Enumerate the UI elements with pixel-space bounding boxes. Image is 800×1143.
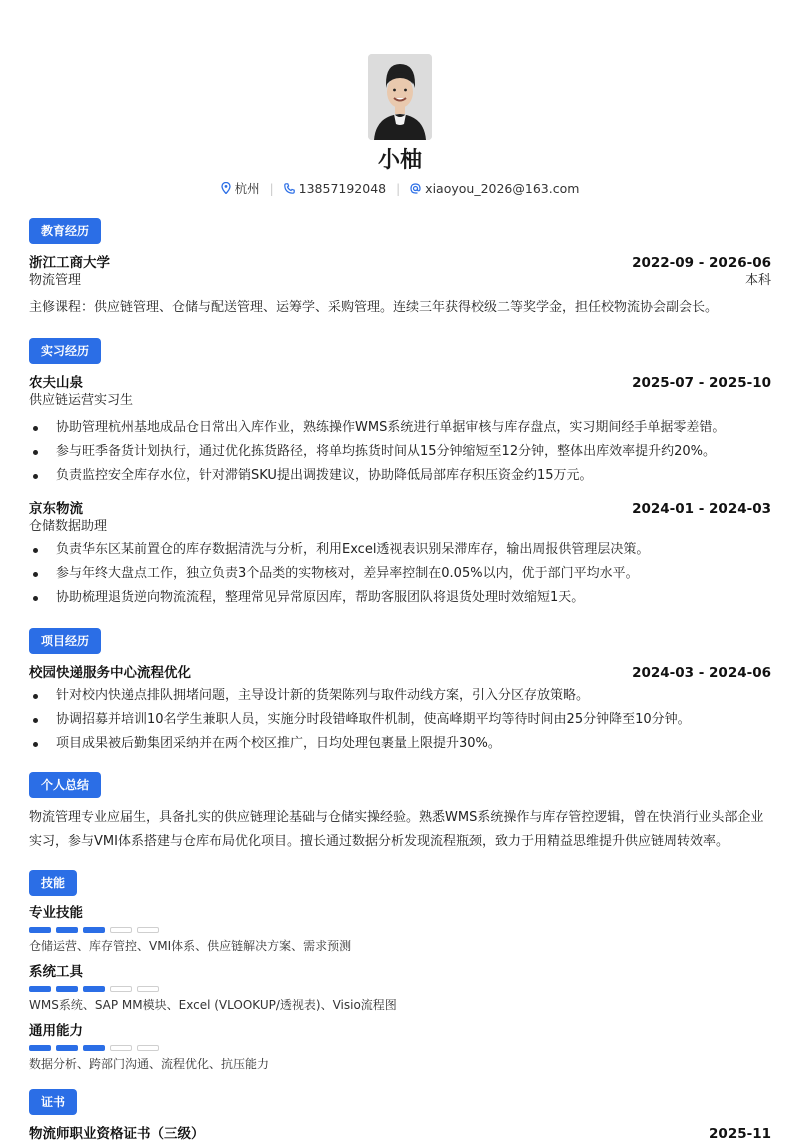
internship-bullets <box>29 416 771 488</box>
skill-level-segment-filled <box>56 1045 78 1051</box>
bullet-item: 参与年终大盘点工作，独立负责3个品类的实物核对，差异率控制在0.05%以内，优于部门平均水平。 <box>29 562 771 586</box>
email-text[interactable]: xiaoyou_2026@163.com <box>425 181 580 196</box>
skill-level-segment-filled <box>29 986 51 992</box>
skill-level-segment-empty <box>110 1045 132 1051</box>
internship-entry <box>29 374 771 488</box>
avatar <box>368 54 432 140</box>
certificate-name: 物流师职业资格证书（三级） <box>29 1126 205 1142</box>
skill-level-segment-empty <box>110 986 132 992</box>
project-date: 2024-03 - 2024-06 <box>632 665 771 681</box>
skill-block <box>29 904 771 955</box>
skill-block <box>29 963 771 1014</box>
degree-text: 本科 <box>744 273 771 288</box>
school-name: 浙江工商大学 <box>29 255 110 271</box>
skill-level-segment-filled <box>56 986 78 992</box>
skill-level-segment-empty <box>137 927 159 933</box>
skill-level-segment-filled <box>83 927 105 933</box>
section-badge-summary: 个人总结 <box>29 772 101 798</box>
phone-text[interactable]: 13857192048 <box>298 181 387 196</box>
skill-block <box>29 1022 771 1073</box>
bullet-item: 负责华东区某前置仓的库存数据清洗与分析，利用Excel透视表识别呆滞库存，输出周报供管理层决策。 <box>29 538 771 562</box>
education-description: 主修课程：供应链管理、仓储与配送管理、运筹学、采购管理。连续三年获得校级二等奖学金，担任校物流协会副会长。 <box>29 300 719 315</box>
skill-level-bar <box>29 1045 771 1051</box>
avatar-photo <box>368 54 432 140</box>
internship-date: 2025-07 - 2025-10 <box>632 375 771 391</box>
project-bullets <box>29 684 771 756</box>
skill-level-segment-filled <box>29 927 51 933</box>
section-internships <box>29 338 771 610</box>
section-badge-education: 教育经历 <box>29 218 101 244</box>
certificate-entry <box>29 1125 771 1143</box>
role-title: 供应链运营实习生 <box>29 393 134 408</box>
skill-description: 仓储运营、库存管控、VMI体系、供应链解决方案、需求预测 <box>29 939 352 953</box>
bullet-item: 协助管理杭州基地成品仓日常出入库作业，熟练操作WMS系统进行单据审核与库存盘点，实习期间经手单据零差错。 <box>29 416 771 440</box>
section-skills <box>29 870 771 1073</box>
section-projects <box>29 628 771 756</box>
summary-text: 物流管理专业应届生，具备扎实的供应链理论基础与仓储实操经验。熟悉WMS系统操作与库存管控逻辑，曾在快消行业头部企业实习，参与VMI体系搭建与仓库布局优化项目。擅长通过数据分析发现流程瓶颈，致力于用精益思维提升供应链周转效率。 <box>29 810 764 849</box>
bullet-item: 参与旺季备货计划执行，通过优化拣货路径，将单均拣货时间从15分钟缩短至12分钟，整体出库效率提升约20%。 <box>29 440 771 464</box>
project-entry <box>29 664 771 756</box>
section-badge-projects: 项目经历 <box>29 628 101 654</box>
skill-level-bar <box>29 986 771 992</box>
role-title: 仓储数据助理 <box>29 519 108 534</box>
section-certificates <box>29 1089 771 1143</box>
certificate-date: 2025-11 <box>709 1126 771 1142</box>
contact-divider: | <box>269 182 274 196</box>
bullet-item: 项目成果被后勤集团采纳并在两个校区推广，日均处理包裹量上限提升30%。 <box>29 732 771 756</box>
company-name: 农夫山泉 <box>29 375 83 391</box>
skill-level-segment-empty <box>110 927 132 933</box>
section-badge-certificates: 证书 <box>29 1089 77 1115</box>
contact-email <box>410 180 579 198</box>
candidate-name: 小柚 <box>377 148 422 173</box>
bullet-item: 协调招募并培训10名学生兼职人员，实施分时段错峰取件机制，使高峰期平均等待时间由25分钟降至10分钟。 <box>29 708 771 732</box>
section-education <box>29 218 771 320</box>
contact-divider: | <box>396 182 401 196</box>
bullet-item: 负责监控安全库存水位，针对滞销SKU提出调拨建议，协助降低局部库存积压资金约15万元。 <box>29 464 771 488</box>
skill-level-segment-empty <box>137 1045 159 1051</box>
internship-entry <box>29 500 771 610</box>
skill-name: 专业技能 <box>29 905 83 921</box>
education-date: 2022-09 - 2026-06 <box>632 255 771 271</box>
location-pin-icon <box>221 182 231 196</box>
skill-level-segment-filled <box>29 1045 51 1051</box>
skill-name: 通用能力 <box>29 1023 83 1039</box>
skill-name: 系统工具 <box>29 964 83 980</box>
skill-level-segment-filled <box>83 1045 105 1051</box>
email-at-icon <box>410 183 421 196</box>
skill-description: WMS系统、SAP MM模块、Excel (VLOOKUP/透视表)、Visio流程图 <box>29 998 397 1012</box>
skill-level-segment-filled <box>56 927 78 933</box>
resume-header <box>29 54 771 198</box>
bullet-item: 协助梳理退货逆向物流流程，整理常见异常原因库，帮助客服团队将退货处理时效缩短1天。 <box>29 586 771 610</box>
bullet-item: 针对校内快递点排队拥堵问题，主导设计新的货架陈列与取件动线方案，引入分区存放策略。 <box>29 684 771 708</box>
project-name: 校园快递服务中心流程优化 <box>29 665 191 681</box>
skill-level-bar <box>29 927 771 933</box>
section-summary <box>29 772 771 854</box>
skill-level-segment-filled <box>83 986 105 992</box>
internship-date: 2024-01 - 2024-03 <box>632 501 771 517</box>
section-badge-skills: 技能 <box>29 870 77 896</box>
section-badge-internships: 实习经历 <box>29 338 101 364</box>
phone-icon <box>284 183 295 196</box>
contact-phone <box>284 180 386 198</box>
internship-bullets <box>29 538 771 610</box>
major-name: 物流管理 <box>29 273 82 288</box>
contact-location <box>221 180 260 198</box>
contact-row <box>29 180 771 198</box>
skill-description: 数据分析、跨部门沟通、流程优化、抗压能力 <box>29 1057 270 1071</box>
company-name: 京东物流 <box>29 501 83 517</box>
education-entry <box>29 254 771 320</box>
location-text: 杭州 <box>234 181 260 196</box>
skill-level-segment-empty <box>137 986 159 992</box>
